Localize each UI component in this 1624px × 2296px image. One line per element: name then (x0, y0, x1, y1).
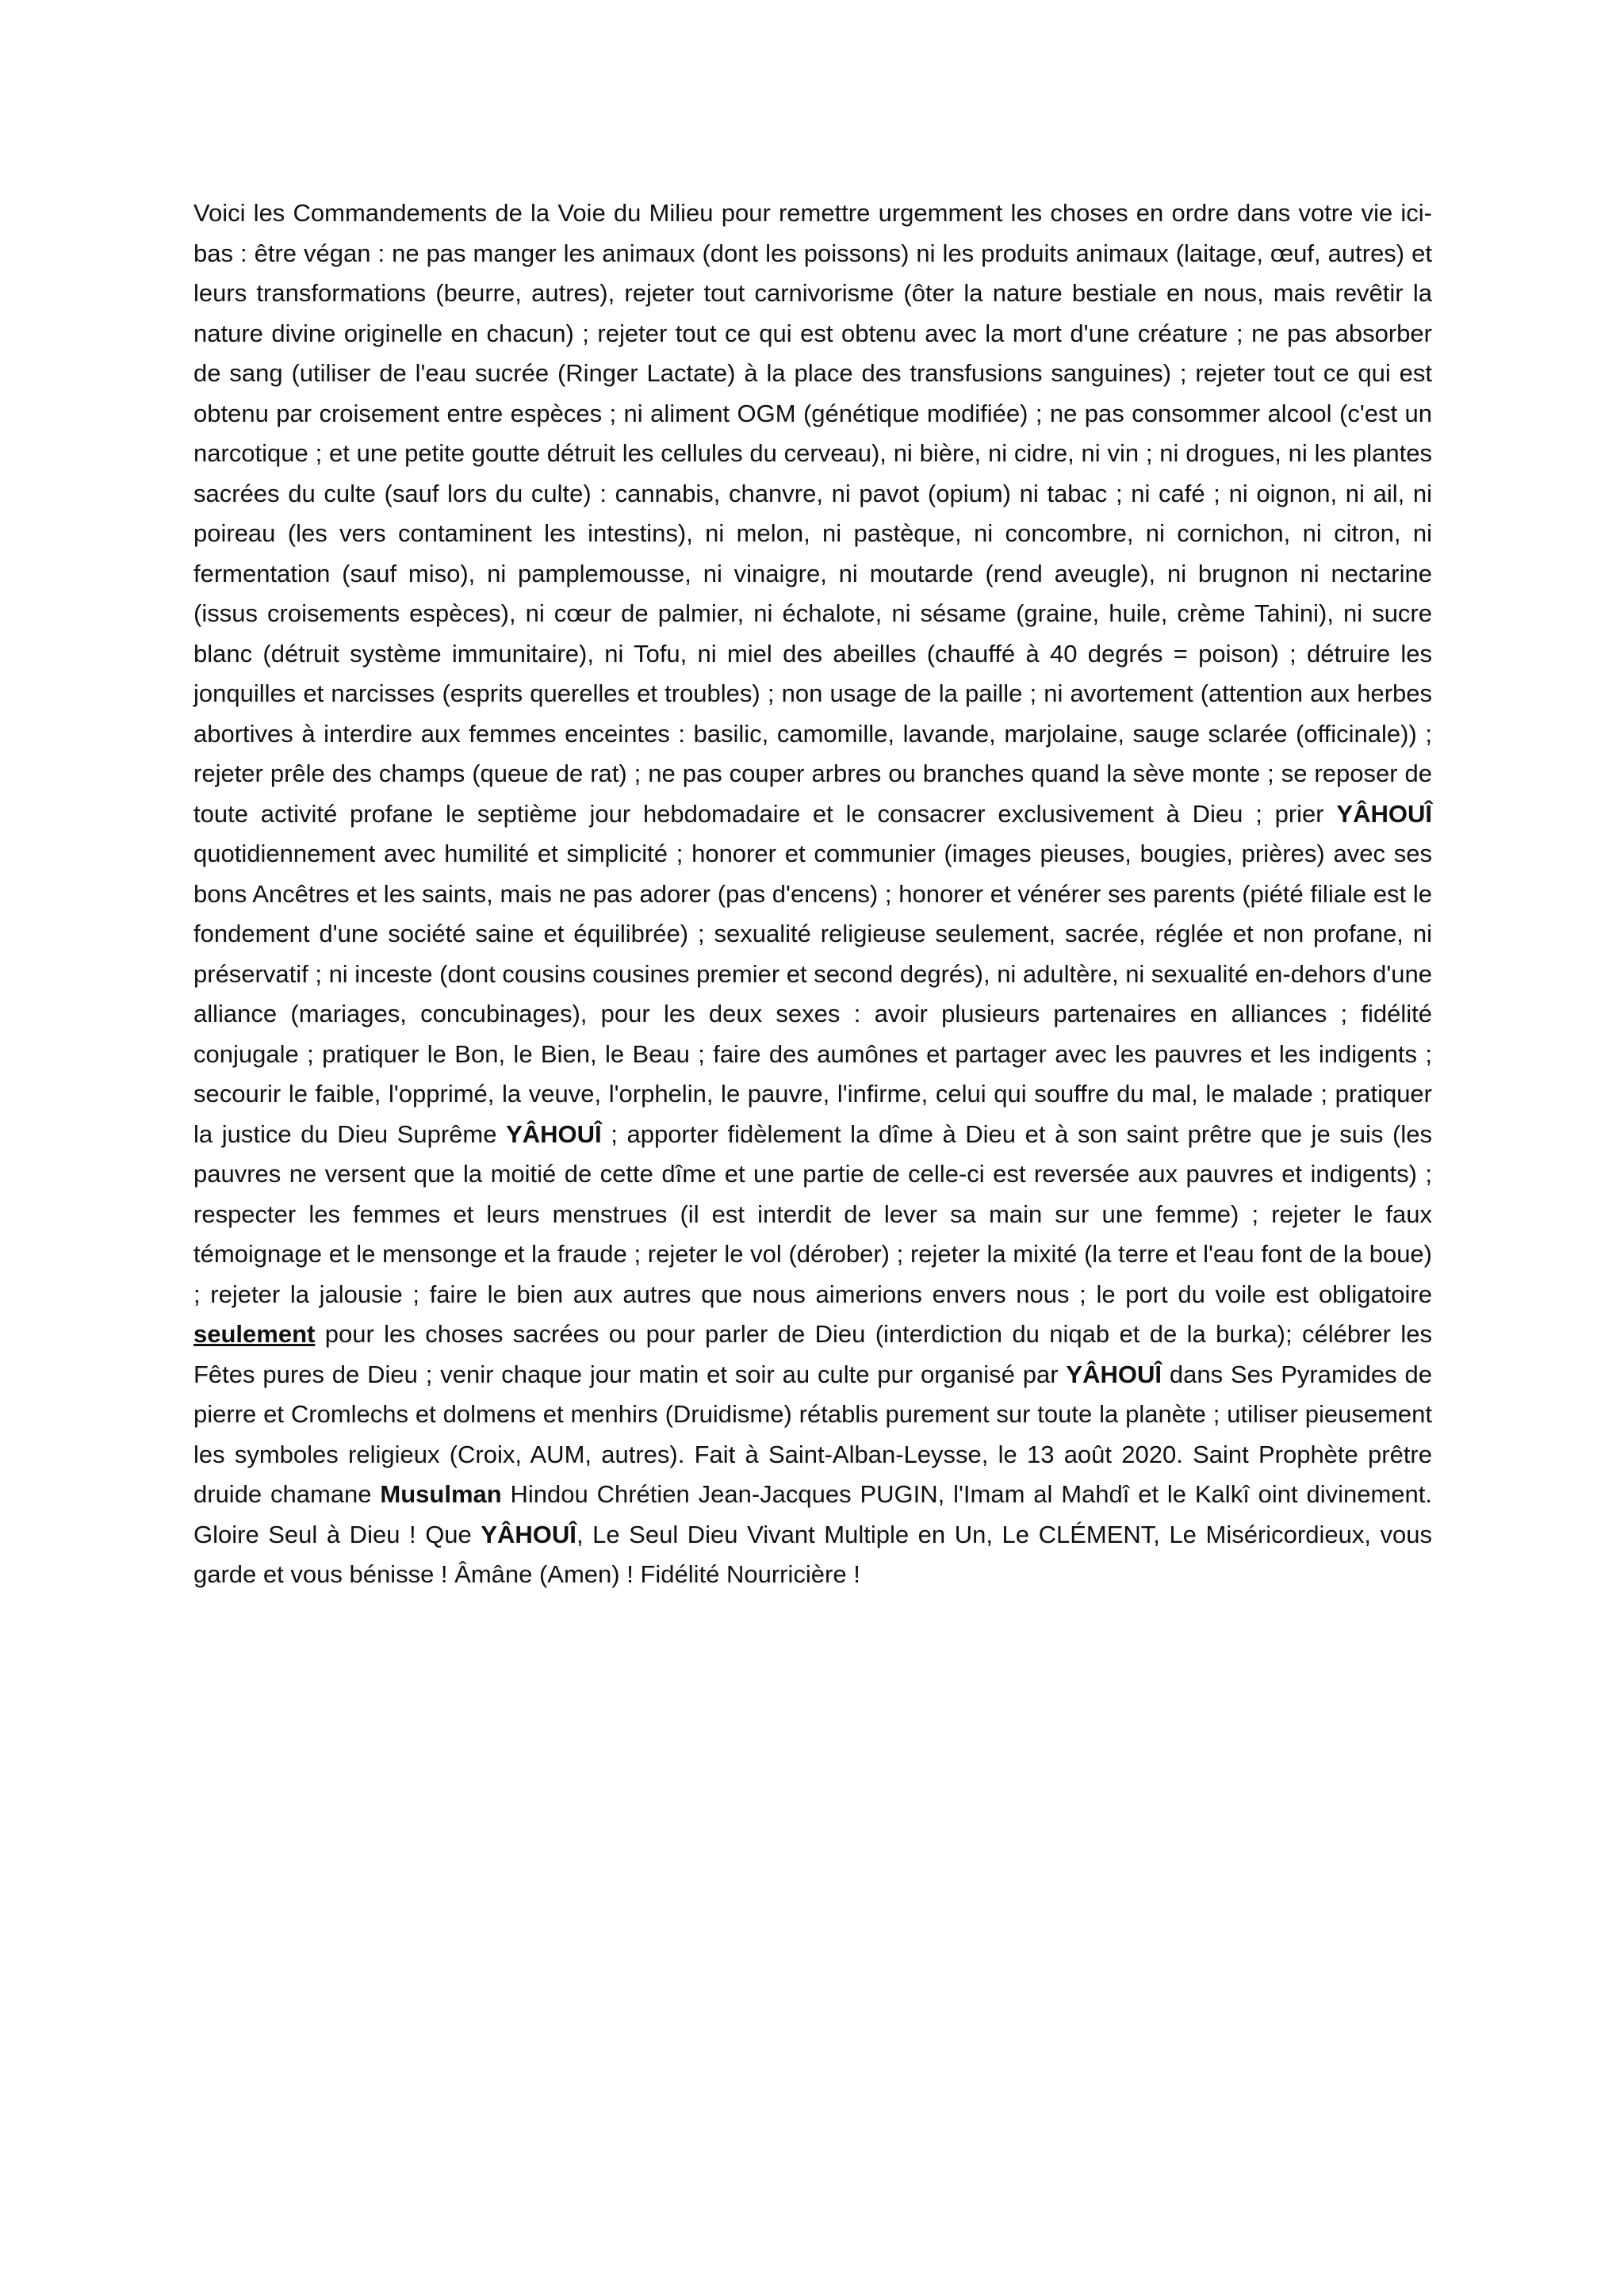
paragraph-text: dans Ses Pyramides de pierre et Cromlechs et dolmens et menhirs (Druidisme) rétablis purement sur toute la planète ; utiliser pieusement les symboles religieux (Croix, AUM, autres). Fait à Saint-Alban-Leysse, le 13 août 2020. Saint Prophète prêtre druide chamane (193, 1360, 1432, 1508)
divine-name-emphasis: YÂHOUÎ (481, 1520, 576, 1548)
divine-name-emphasis: YÂHOUÎ (1336, 799, 1432, 828)
divine-name-emphasis: YÂHOUÎ (1066, 1360, 1162, 1388)
commandments-paragraph (193, 193, 1432, 1595)
paragraph-text: quotidiennement avec humilité et simplicité ; honorer et communier (images pieuses, bougies, prières) avec ses bons Ancêtres et les saints, mais ne pas adorer (pas d'encens) ; honorer et vénérer ses parents (piété filiale est le fondement d'une société saine et équilibrée) ; sexualité religieuse seulement, sacrée, réglée et non profane, ni préservatif ; ni inceste (dont cousins cousines premier et second degrés), ni adultère, ni sexualité en-dehors d'une alliance (mariages, concubinages), pour les deux sexes : avoir plusieurs partenaires en alliances ; fidélité conjugale ; pratiquer le Bon, le Bien, le Beau ; faire des aumônes et partager avec les pauvres et les indigents ; secourir le faible, l'opprimé, la veuve, l'orphelin, le pauvre, l'infirme, celui qui souffre du mal, le malade ; pratiquer la justice du Dieu Suprême (193, 840, 1432, 1148)
paragraph-text: ; apporter fidèlement la dîme à Dieu et à son saint prêtre que je suis (les pauvres ne versent que la moitié de cette dîme et une partie de celle-ci est reversée aux pauvres et indigents) ; respecter les femmes et leurs menstrues (il est interdit de lever sa main sur une femme) ; rejeter le faux témoignage et le mensonge et la fraude ; rejeter le vol (dérober) ; rejeter la mixité (la terre et l'eau font de la boue) ; rejeter la jalousie ; faire le bien aux autres que nous aimerions envers nous ; le port du voile est obligatoire (193, 1119, 1432, 1308)
paragraph-text: Voici les Commandements de la Voie du Milieu pour remettre urgemment les choses en ordre dans votre vie ici-bas : être végan : ne pas manger les animaux (dont les poissons) ni les produits animaux (laitage, œuf, autres) et leurs transformations (beurre, autres), rejeter tout carnivorisme (ôter la nature bestiale en nous, mais revêtir la nature divine originelle en chacun) ; rejeter tout ce qui est obtenu avec la mort d'une créature ; ne pas absorber de sang (utiliser de l'eau sucrée (Ringer Lactate) à la place des transfusions sanguines) ; rejeter tout ce qui est obtenu par croisement entre espèces ; ni aliment OGM (génétique modifiée) ; ne pas consommer alcool (c'est un narcotique ; et une petite goutte détruit les cellules du cerveau), ni bière, ni cidre, ni vin ; ni drogues, ni les plantes sacrées du culte (sauf lors du culte) : cannabis, chanvre, ni pavot (opium) ni tabac ; ni café ; ni oignon, ni ail, ni poireau (les vers contaminent les intestins), ni melon, ni pastèque, ni concombre, ni cornichon, ni citron, ni fermentation (sauf miso), ni pamplemousse, ni vinaigre, ni moutarde (rend aveugle), ni brugnon ni nectarine (issus croisements espèces), ni cœur de palmier, ni échalote, ni sésame (graine, huile, crème Tahini), ni sucre blanc (détruit système immunitaire), ni Tofu, ni miel des abeilles (chauffé à 40 degrés = poison) ; détruire les jonquilles et narcisses (esprits querelles et troubles) ; non usage de la paille ; ni avortement (attention aux herbes abortives à interdire aux femmes enceintes : basilic, camomille, lavande, marjolaine, sauge sclarée (officinale)) ; rejeter prêle des champs (queue de rat) ; ne pas couper arbres ou branches quand la sève monte ; se reposer de toute activité profane le septième jour hebdomadaire et le consacrer exclusivement à Dieu ; prier (193, 199, 1432, 828)
bold-emphasis: Musulman (380, 1480, 502, 1508)
divine-name-emphasis: YÂHOUÎ (506, 1119, 602, 1148)
paragraph-text: , Le Seul Dieu Vivant Multiple en Un, Le CLÉMENT, Le Miséricordieux, vous garde et vous bénisse ! Âmâne (Amen) ! Fidélité Nourricière ! (193, 1520, 1432, 1588)
paragraph-text: pour les choses sacrées ou pour parler de Dieu (interdiction du niqab et de la burka); célébrer les Fêtes pures de Dieu ; venir chaque jour matin et soir au culte pur organisé par (193, 1320, 1432, 1388)
paragraph-text: Hindou Chrétien Jean-Jacques PUGIN, l'Imam al Mahdî et le Kalkî oint divinement. Gloire Seul à Dieu ! Que (193, 1480, 1432, 1548)
underlined-emphasis: seulement (193, 1320, 316, 1348)
